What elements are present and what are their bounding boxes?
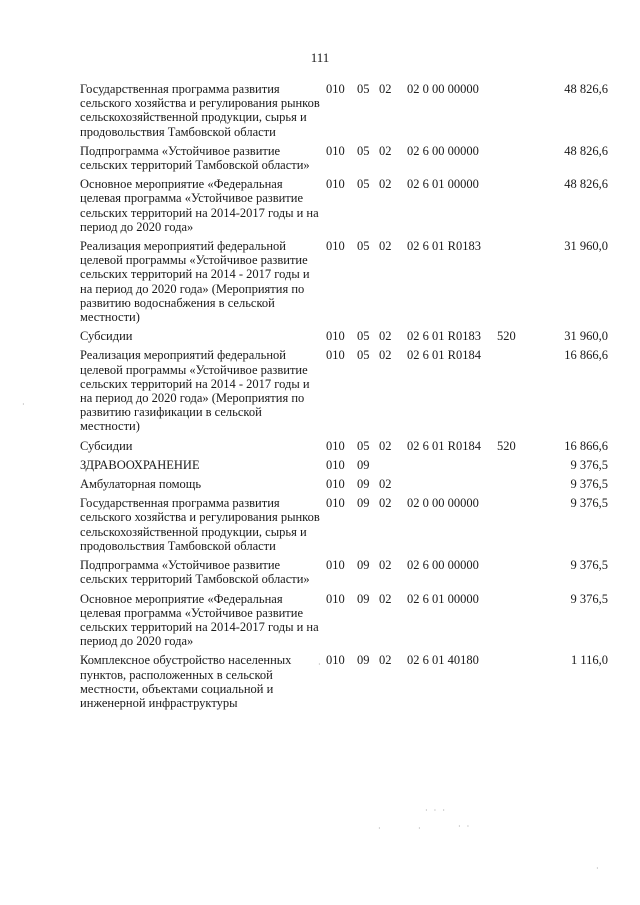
row-section: 05 — [357, 329, 370, 344]
table-row — [80, 439, 608, 453]
row-grbs: 010 — [326, 348, 345, 363]
row-subsection: 02 — [379, 82, 392, 96]
row-target-code: 02 6 00 00000 — [407, 143, 479, 158]
scan-speck: · — [596, 864, 601, 873]
row-subsection: 02 — [379, 496, 392, 511]
row-grbs: 010 — [326, 438, 345, 453]
table-row — [80, 496, 608, 553]
scan-speck: · — [318, 660, 323, 669]
table-row — [80, 348, 608, 433]
row-target-code: 02 6 00 00000 — [407, 558, 479, 573]
row-subsection: 02 — [379, 591, 392, 606]
scan-speck: · — [418, 824, 423, 833]
row-target-code: 02 6 01 40180 — [407, 653, 479, 668]
scan-speck: · · — [458, 822, 472, 831]
row-section: 05 — [357, 177, 370, 192]
row-name: Основное мероприятие «Федеральная целевая программа «Устойчивое развитие сельских территорий на 2014-2017 годы и на период до 2020 года» — [80, 177, 319, 234]
row-sum: 48 826,6 — [564, 177, 608, 192]
row-name: Амбулаторная помощь — [80, 477, 202, 492]
row-target-code: 02 6 01 R0183 — [407, 239, 481, 254]
row-section: 05 — [357, 143, 370, 158]
row-section: 09 — [357, 457, 370, 472]
table-row — [80, 458, 608, 472]
row-section: 09 — [357, 477, 370, 492]
table-row — [80, 177, 608, 234]
budget-table — [80, 82, 608, 715]
row-sum: 9 376,5 — [570, 591, 608, 606]
row-target-code: 02 6 01 R0184 — [407, 438, 481, 453]
row-grbs: 010 — [326, 239, 345, 254]
row-expense-type: 520 — [497, 438, 516, 453]
row-sum: 9 376,5 — [570, 496, 608, 511]
row-sum: 16 866,6 — [564, 348, 608, 363]
scan-speck: · · · — [425, 806, 447, 815]
row-grbs: 010 — [326, 558, 345, 573]
row-grbs: 010 — [326, 477, 345, 492]
row-section: 09 — [357, 653, 370, 668]
row-section: 05 — [357, 239, 370, 254]
row-sum: 9 376,5 — [570, 457, 608, 472]
page-number: 111 — [310, 50, 330, 65]
table-row — [80, 558, 608, 586]
row-sum: 48 826,6 — [564, 143, 608, 158]
row-name: Субсидии — [80, 438, 133, 453]
row-grbs: 010 — [326, 82, 345, 96]
row-sum: 1 116,0 — [570, 653, 608, 668]
table-row — [80, 329, 608, 343]
row-subsection: 02 — [379, 177, 392, 192]
table-row — [80, 477, 608, 491]
row-target-code: 02 6 01 R0184 — [407, 348, 481, 363]
row-section: 05 — [357, 82, 370, 96]
row-grbs: 010 — [326, 177, 345, 192]
row-target-code: 02 6 01 00000 — [407, 591, 479, 606]
row-name: Реализация мероприятий федеральной целевой программы «Устойчивое развитие сельских территорий на 2014 - 2017 годы и на период до 2020 года» (Мероприятия по развитию газификации в сельской местности) — [80, 348, 310, 434]
row-section: 09 — [357, 496, 370, 511]
table-row — [80, 82, 608, 139]
row-sum: 31 960,0 — [564, 239, 608, 254]
row-name: Комплексное обустройство населенных пунктов, расположенных в сельской местности, объектами социальной и инженерной инфраструктуры — [80, 653, 292, 710]
table-row — [80, 653, 608, 710]
row-section: 05 — [357, 438, 370, 453]
row-section: 05 — [357, 348, 370, 363]
row-subsection: 02 — [379, 477, 392, 492]
row-grbs: 010 — [326, 496, 345, 511]
scan-speck: · — [378, 824, 383, 833]
row-subsection: 02 — [379, 329, 392, 344]
row-subsection: 02 — [379, 438, 392, 453]
row-section: 09 — [357, 558, 370, 573]
row-name: Подпрограмма «Устойчивое развитие сельских территорий Тамбовской области» — [80, 558, 310, 587]
row-grbs: 010 — [326, 457, 345, 472]
row-expense-type: 520 — [497, 329, 516, 344]
row-sum: 9 376,5 — [570, 558, 608, 573]
row-name: Субсидии — [80, 329, 133, 344]
row-name: Государственная программа развития сельского хозяйства и регулирования рынков сельскохозяйственной продукции, сырья и продовольствия Тамбовской области — [80, 82, 320, 139]
scan-speck: · — [22, 400, 27, 409]
row-target-code: 02 0 00 00000 — [407, 496, 479, 511]
row-target-code: 02 6 01 R0183 — [407, 329, 481, 344]
row-grbs: 010 — [326, 653, 345, 668]
row-name: Государственная программа развития сельского хозяйства и регулирования рынков сельскохозяйственной продукции, сырья и продовольствия Тамбовской области — [80, 496, 320, 553]
row-name: Реализация мероприятий федеральной целевой программы «Устойчивое развитие сельских территорий на 2014 - 2017 годы и на период до 2020 года» (Мероприятия по развитию водоснабжения в сельской местности) — [80, 239, 310, 325]
row-section: 09 — [357, 591, 370, 606]
row-subsection: 02 — [379, 239, 392, 254]
row-grbs: 010 — [326, 143, 345, 158]
table-row — [80, 144, 608, 172]
row-target-code: 02 6 01 00000 — [407, 177, 479, 192]
row-subsection: 02 — [379, 653, 392, 668]
row-subsection: 02 — [379, 143, 392, 158]
row-target-code: 02 0 00 00000 — [407, 82, 479, 96]
row-subsection: 02 — [379, 348, 392, 363]
row-name: ЗДРАВООХРАНЕНИЕ — [80, 457, 200, 472]
row-grbs: 010 — [326, 329, 345, 344]
row-name: Подпрограмма «Устойчивое развитие сельских территорий Тамбовской области» — [80, 143, 310, 173]
table-row — [80, 239, 608, 324]
row-grbs: 010 — [326, 591, 345, 606]
row-sum: 16 866,6 — [564, 438, 608, 453]
row-name: Основное мероприятие «Федеральная целевая программа «Устойчивое развитие сельских территорий на 2014-2017 годы и на период до 2020 года» — [80, 591, 319, 649]
row-sum: 48 826,6 — [564, 82, 608, 96]
row-subsection: 02 — [379, 558, 392, 573]
row-sum: 9 376,5 — [570, 477, 608, 492]
row-sum: 31 960,0 — [564, 329, 608, 344]
table-row — [80, 592, 608, 649]
